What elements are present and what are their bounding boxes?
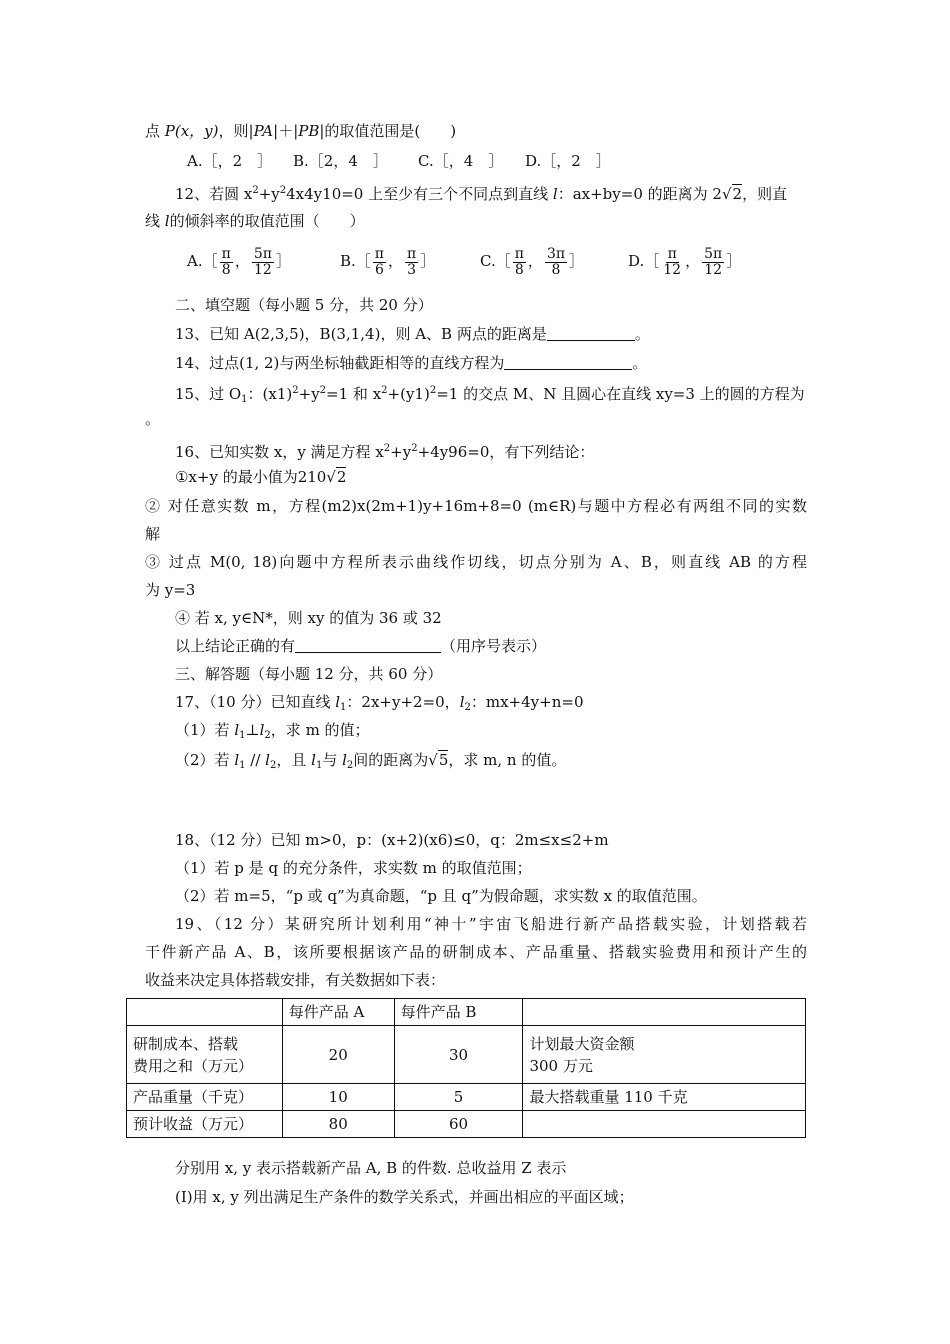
q19-data-table (126, 998, 806, 1138)
q11-option-b: B.［2，4 ］ (293, 152, 388, 170)
q15-line2: 。 (145, 410, 161, 428)
q18-stem: 18、（12 分）已知 m>0，p：(x+2)(x6)≤0，q：2m≤x≤2+m (175, 831, 609, 849)
table-cell-label: 预计收益（万元） (127, 1111, 283, 1138)
q12-option-b: B.［ $\frac{\pi}{6}$ ， $\frac{\pi}{3}$ ］ (340, 245, 436, 278)
q13-answer-blank[interactable] (547, 325, 635, 341)
q19-after2: (Ⅰ)用 x, y 列出满足生产条件的数学关系式，并画出相应的平面区域； (175, 1188, 634, 1206)
table-cell: 60 (394, 1111, 523, 1138)
q16-item3-line2: 为 y=3 (145, 581, 196, 599)
q13: 13、已知 A(2,3,5)，B(3,1,4)，则 A、B 两点的距离是 。 (175, 325, 650, 343)
table-header-cell: 每件产品 A (282, 999, 394, 1026)
table-row (127, 1111, 806, 1138)
q15-line1: 15、过 $O_1$：$(x1)^2+y^2=1$ 和 $x^2+(y1)^2=1$ 的交点 M、N 且圆心在直线 xy=3 上的圆的方程为 (175, 385, 805, 405)
q16-answer: 以上结论正确的有 （用序号表示） (175, 637, 547, 655)
q17-stem: 17、（10 分）已知直线 $l_1$：2x+y+2=0，$l_2$：mx+4y+n=0 (175, 693, 584, 713)
table-cell-label: 研制成本、搭载 费用之和（万元） (127, 1026, 283, 1084)
q18-part2: （2）若 m=5，“p 或 q”为真命题，“p 且 q”为假命题，求实数 x 的取值范围。 (175, 887, 707, 905)
q17-part1: （1）若 $l_1\perp l_2$，求 m 的值； (175, 721, 370, 741)
q16-item4: ④ 若 x, y∈N*，则 xy 的值为 36 或 32 (175, 609, 442, 627)
q16-stem: 16、已知实数 x，y 满足方程 $x^2+y^2+4y96=0$，有下列结论： (175, 443, 595, 461)
table-cell-limit (523, 1111, 806, 1138)
q16-answer-blank[interactable] (295, 637, 441, 653)
q11-option-d: D.［，2 ］ (525, 152, 611, 170)
table-cell-label: 产品重量（千克） (127, 1084, 283, 1111)
table-cell-limit: 计划最大资金额 300 万元 (523, 1026, 806, 1084)
q11-option-c: C.［，4 ］ (418, 152, 504, 170)
q19-line2: 干件新产品 A、B，该所要根据该产品的研制成本、产品重量、搭载实验费用和预计产生的 (145, 943, 807, 961)
q11-option-a: A.［，2 ］ (187, 152, 273, 170)
q16-item1: ①x+y 的最小值为210√2 (175, 468, 347, 486)
table-cell: 20 (282, 1026, 394, 1084)
table-cell-limit: 最大搭载重量 110 千克 (523, 1084, 806, 1111)
q17-part2: （2）若 $l_1 // l_2$，且 $l_1$与 $l_2$间的距离为√5，求 m, n 的值。 (175, 751, 567, 771)
table-cell: 30 (394, 1026, 523, 1084)
q14: 14、过点(1, 2)与两坐标轴截距相等的直线方程为 。 (175, 354, 648, 372)
q19-line3: 收益来决定具体搭载安排，有关数据如下表： (145, 971, 446, 989)
q16-item2-line2: 解 (145, 525, 161, 543)
q16-item2-line1: ② 对任意实数 m，方程(m2)x(2m+1)y+16m+8=0 (m∈R)与题中方程必有两组不同的实数 (145, 497, 807, 515)
section-3-heading: 三、解答题（每小题 12 分，共 60 分） (175, 665, 443, 683)
q19-line1: 19、（12 分）某研究所计划利用“神十”宇宙飞船进行新产品搭载实验，计划搭载若 (175, 915, 807, 933)
table-cell: 80 (282, 1111, 394, 1138)
section-2-heading: 二、填空题（每小题 5 分，共 20 分） (175, 296, 433, 314)
table-row (127, 1026, 806, 1084)
q12-line2: 线 l的倾斜率的取值范围（ ） (145, 212, 365, 230)
table-header-cell: 每件产品 B (394, 999, 523, 1026)
q12-line1: 12、若圆 $x^2+y^24x4y10=0$ 上至少有三个不同点到直线 l：ax+by=0 的距离为 2√2，则直 (175, 185, 788, 203)
table-header-row (127, 999, 806, 1026)
q12-option-c: C.［ $\frac{\pi}{8}$ ， $\frac{3\pi}{8}$ ］ (480, 245, 585, 278)
q18-part1: （1）若 p 是 q 的充分条件，求实数 m 的取值范围； (175, 859, 532, 877)
table-row (127, 1084, 806, 1111)
q11-stem: 点 P(x，y)，则|PA|＋|PB|的取值范围是( ) (145, 122, 457, 140)
table-cell: 5 (394, 1084, 523, 1111)
q19-after1: 分别用 x, y 表示搭载新产品 A, B 的件数. 总收益用 Z 表示 (175, 1159, 567, 1177)
table-header-cell (127, 999, 283, 1026)
q16-item3-line1: ③ 过点 M(0, 18)向题中方程所表示曲线作切线，切点分别为 A、B，则直线 AB 的方程 (145, 553, 807, 571)
table-header-cell (523, 999, 806, 1026)
q12-option-d: D.［ $\frac{\pi}{12}$ ， $\frac{5\pi}{12}$ ］ (628, 245, 742, 278)
q12-option-a: A.［ $\frac{\pi}{8}$ ， $\frac{5\pi}{12}$ ］ (187, 245, 291, 278)
table-cell: 10 (282, 1084, 394, 1111)
q14-answer-blank[interactable] (504, 354, 632, 370)
